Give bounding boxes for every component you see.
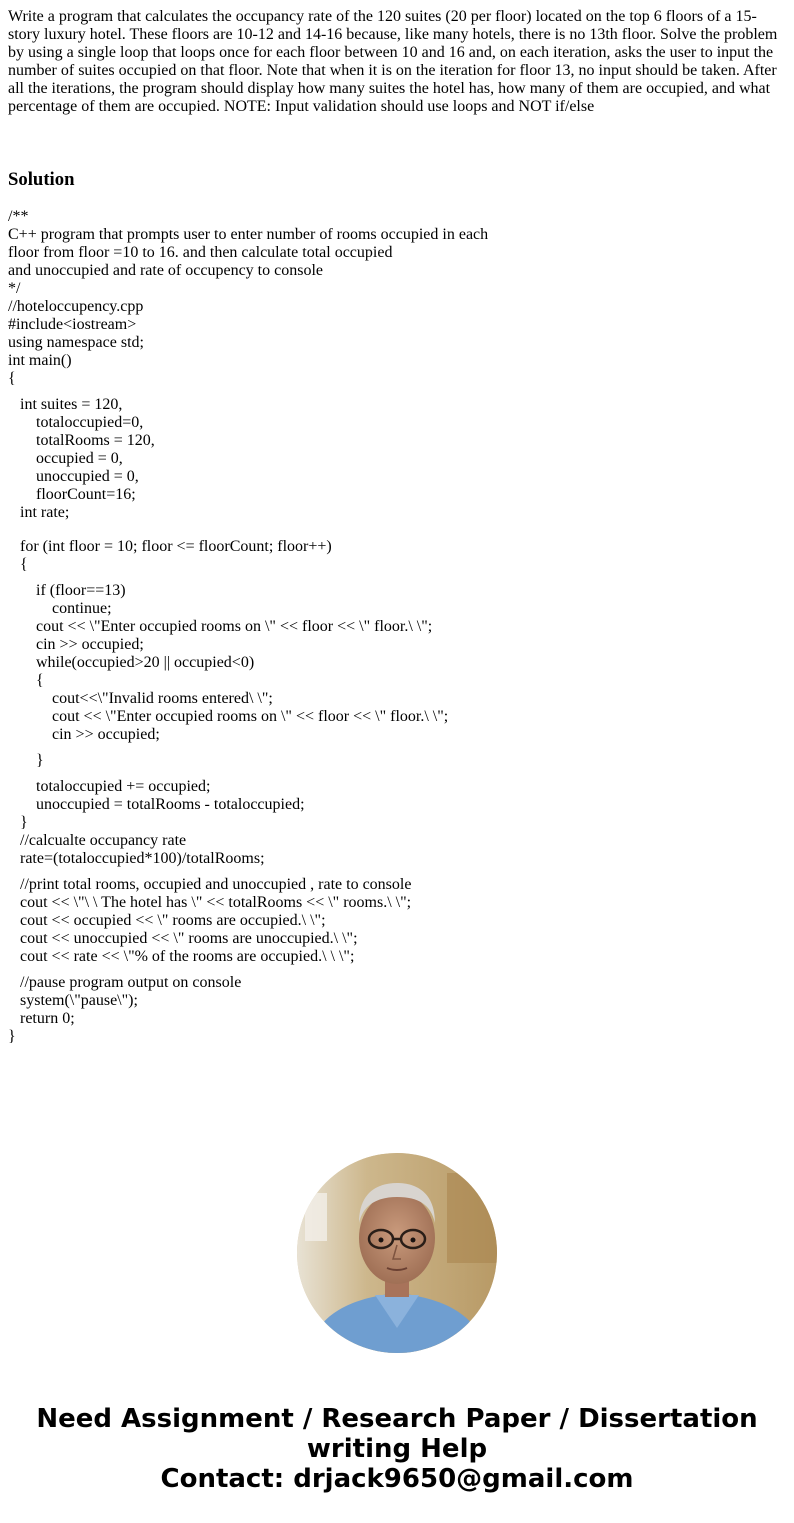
promo-banner [0, 1404, 794, 1494]
code-line: continue; [8, 600, 112, 617]
code-line: #include<iostream> [8, 316, 137, 333]
code-line: cout << rate << \"% of the rooms are occupied.\ \ \"; [8, 948, 355, 965]
author-portrait-image [297, 1153, 497, 1353]
code-line: /** [8, 208, 29, 225]
code-line: */ [8, 280, 21, 297]
code-line [8, 770, 788, 778]
code-line [8, 868, 788, 876]
code-line: { [8, 672, 44, 689]
code-line: unoccupied = totalRooms - totaloccupied; [8, 796, 305, 813]
code-line: C++ program that prompts user to enter number of rooms occupied in each [8, 226, 489, 243]
question-text: Write a program that calculates the occupancy rate of the 120 suites (20 per floor) located on the top 6 floors of a 15-story luxury hotel. These floors are 10-12 and 14-16 because, like many hotels, there is no 13th floor. Solve the problem by using a single loop that loops once for each floor between 10 and 16 and, on each iteration, asks the user to input the number of suites occupied on that floor. Note that when it is on the iteration for floor 13, no input should be taken. After all the iterations, the program should display how many suites the hotel has, how many of them are occupied, and what percentage of them are occupied. NOTE: Input validation should use loops and NOT if/else [8, 8, 778, 115]
code-line: { [8, 556, 28, 573]
code-line: return 0; [8, 1010, 75, 1027]
code-line: cin >> occupied; [8, 636, 144, 653]
solution-heading: Solution [8, 169, 75, 190]
code-line: unoccupied = 0, [8, 468, 139, 485]
code-line [8, 388, 788, 396]
code-line: rate=(totaloccupied*100)/totalRooms; [8, 850, 265, 867]
code-line: { [8, 370, 16, 387]
code-line: cout << \"\ \ The hotel has \" << totalRooms << \" rooms.\ \"; [8, 894, 412, 911]
code-line: //hoteloccupency.cpp [8, 298, 144, 315]
code-line: int rate; [8, 504, 70, 521]
code-line: totaloccupied += occupied; [8, 778, 211, 795]
code-line: cout << \"Enter occupied rooms on \" << floor << \" floor.\ \"; [8, 708, 449, 725]
code-line: int suites = 120, [8, 396, 123, 413]
code-line: cin >> occupied; [8, 726, 160, 743]
code-line: //print total rooms, occupied and unoccupied , rate to console [8, 876, 412, 893]
promo-contact: Contact: drjack9650@gmail.com [160, 1464, 634, 1494]
code-line: and unoccupied and rate of occupency to console [8, 262, 323, 279]
code-line: system(\"pause\"); [8, 992, 138, 1009]
code-line: totaloccupied=0, [8, 414, 144, 431]
code-line: for (int floor = 10; floor <= floorCount; floor++) [8, 538, 332, 555]
promo-line-1: Need Assignment / Research Paper / Dissertation [36, 1404, 758, 1434]
code-line: cout<<\"Invalid rooms entered\ \"; [8, 690, 273, 707]
code-line: cout << unoccupied << \" rooms are unoccupied.\ \"; [8, 930, 358, 947]
code-line: cout << \"Enter occupied rooms on \" << floor << \" floor.\ \"; [8, 618, 433, 635]
promo-line-2: writing Help [306, 1434, 488, 1464]
code-line: occupied = 0, [8, 450, 123, 467]
code-line: //calcualte occupancy rate [8, 832, 187, 849]
code-line [8, 522, 788, 530]
code-line [8, 744, 788, 752]
code-line: floor from floor =10 to 16. and then calculate total occupied [8, 244, 393, 261]
code-line: } [8, 752, 44, 769]
author-avatar [297, 1153, 497, 1353]
code-line: int main() [8, 352, 72, 369]
code-line: cout << occupied << \" rooms are occupied.\ \"; [8, 912, 326, 929]
code-line: using namespace std; [8, 334, 144, 351]
code-line: } [8, 1028, 16, 1045]
code-line [8, 966, 788, 974]
code-line [8, 574, 788, 582]
code-line: //pause program output on console [8, 974, 242, 991]
code-line: } [8, 814, 28, 831]
code-line: while(occupied>20 || occupied<0) [8, 654, 255, 671]
code-line: if (floor==13) [8, 582, 126, 599]
code-line: floorCount=16; [8, 486, 136, 503]
code-line: totalRooms = 120, [8, 432, 155, 449]
code-block [8, 208, 788, 1046]
code-line [8, 530, 788, 538]
